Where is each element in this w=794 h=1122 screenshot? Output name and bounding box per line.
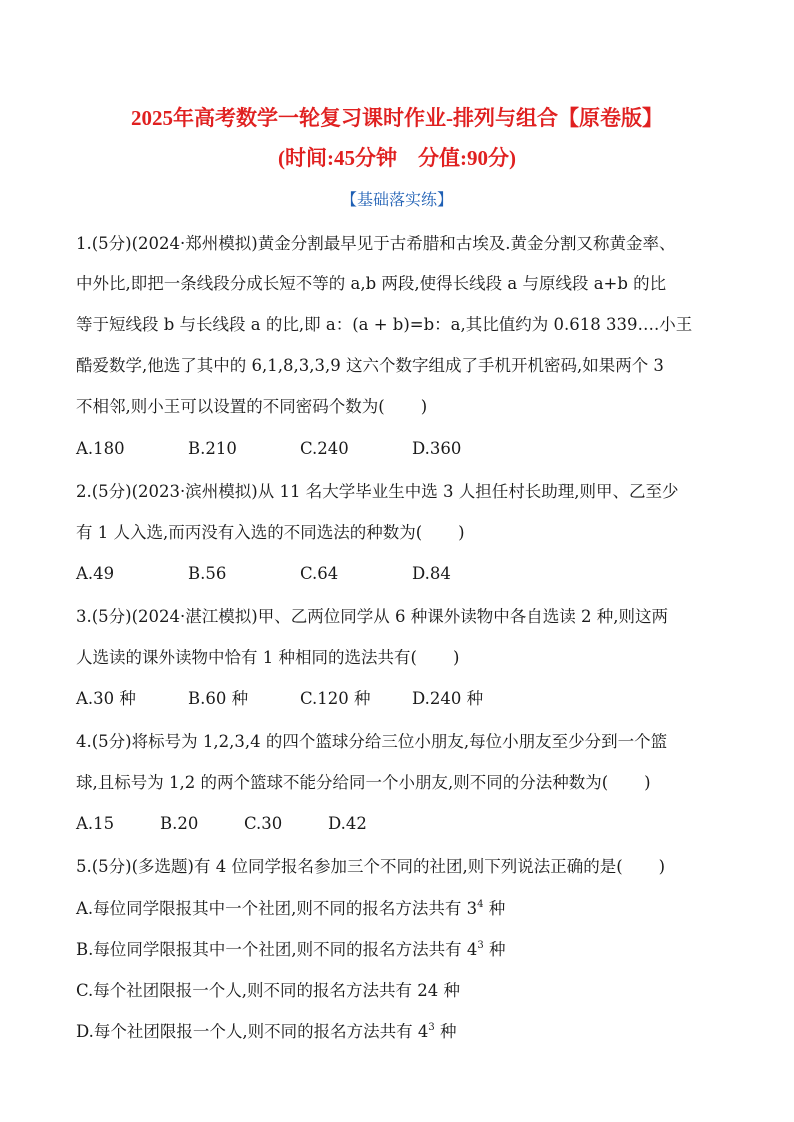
q3-option-b: B.60 种 <box>188 689 249 708</box>
q3-stem-close: ) <box>452 648 460 667</box>
page-subtitle: (时间:45分钟 分值:90分) <box>278 146 516 170</box>
q3-option-d: D.240 种 <box>412 689 484 708</box>
q4-option-c: C.30 <box>244 814 283 833</box>
q5-option-c: C.每个社团限报一个人,则不同的报名方法共有 24 种 <box>76 981 461 1000</box>
q3-line-2 <box>76 647 459 669</box>
section-label: 【基础落实练】 <box>340 190 453 209</box>
q2-line-1: 2.(5分)(2023·滨州模拟)从 11 名大学毕业生中选 3 人担任村长助理,则甲、乙至少 <box>76 482 679 501</box>
q3-options <box>76 688 716 710</box>
q4-stem-close: ) <box>644 773 651 792</box>
q2-options <box>76 563 716 585</box>
q4-stem-end: 球,且标号为 1,2 的两个篮球不能分给同一个小朋友,则不同的分法种数为( <box>76 773 609 792</box>
q5-option-a <box>76 898 505 920</box>
q2-stem-end: 有 1 人入选,而丙没有入选的不同选法的种数为( <box>76 523 423 542</box>
q5-stem-text: 5.(5分)(多选题)有 4 位同学报名参加三个不同的社团,则下列说法正确的是( <box>76 857 623 876</box>
q5-option-b-text: B.每位同学限报其中一个社团,则不同的报名方法共有 4 <box>76 940 478 959</box>
q4-option-a: A.15 <box>76 814 115 833</box>
q5-option-d-text: D.每个社团限报一个人,则不同的报名方法共有 4 <box>76 1022 429 1041</box>
q1-options <box>76 438 716 460</box>
q2-option-b: B.56 <box>188 564 227 583</box>
q1-option-b: B.210 <box>188 439 237 458</box>
q1-line-3: 等于短线段 b 与长线段 a 的比,即 a：(a + b)=b：a,其比值约为 0.618 339….小王 <box>76 315 693 334</box>
q3-line-1: 3.(5分)(2024·湛江模拟)甲、乙两位同学从 6 种课外读物中各自选读 2 种,则这两 <box>76 607 668 626</box>
q2-stem-close: ) <box>458 523 465 542</box>
q1-stem-close: ) <box>420 397 428 416</box>
q3-option-c: C.120 种 <box>300 689 371 708</box>
q5-stem <box>76 856 665 878</box>
q4-option-b: B.20 <box>160 814 199 833</box>
q1-line-2: 中外比,即把一条线段分成长短不等的 a,b 两段,使得长线段 a 与原线段 a+b 的比 <box>76 274 667 293</box>
q1-option-d: D.360 <box>412 439 462 458</box>
q5-option-d-exponent: 3 <box>428 1022 435 1033</box>
q1-stem-end: 不相邻,则小王可以设置的不同密码个数为( <box>76 397 385 416</box>
q4-line-2 <box>76 772 651 794</box>
q4-options <box>76 813 716 835</box>
q5-option-b-exponent: 3 <box>477 940 484 951</box>
q2-option-d: D.84 <box>412 564 451 583</box>
page-title: 2025年高考数学一轮复习课时作业-排列与组合【原卷版】 <box>131 106 663 130</box>
q2-option-a: A.49 <box>76 564 115 583</box>
q1-option-c: C.240 <box>300 439 349 458</box>
q5-option-a-text: A.每位同学限报其中一个社团,则不同的报名方法共有 3 <box>76 899 478 918</box>
q3-stem-end: 人选读的课外读物中恰有 1 种相同的选法共有( <box>76 648 417 667</box>
q4-option-d: D.42 <box>328 814 367 833</box>
q1-option-a: A.180 <box>76 439 125 458</box>
q5-option-a-exponent: 4 <box>477 899 484 910</box>
q5-option-b-unit: 种 <box>488 940 506 959</box>
q5-option-b <box>76 939 505 961</box>
q2-option-c: C.64 <box>300 564 339 583</box>
q3-option-a: A.30 种 <box>76 689 136 708</box>
q4-line-1: 4.(5分)将标号为 1,2,3,4 的四个篮球分给三位小朋友,每位小朋友至少分到一个篮 <box>76 732 668 751</box>
q5-option-d-unit: 种 <box>440 1022 457 1041</box>
q1-line-1: 1.(5分)(2024·郑州模拟)黄金分割最早见于古希腊和古埃及.黄金分割又称黄金率、 <box>76 234 676 253</box>
q5-stem-close: ) <box>658 857 666 876</box>
q5-option-d <box>76 1021 457 1043</box>
q1-line-5 <box>76 396 427 418</box>
q2-line-2 <box>76 522 465 544</box>
q1-line-4: 酷爱数学,他选了其中的 6,1,8,3,3,9 这六个数字组成了手机开机密码,如果两个 3 <box>76 356 664 375</box>
q5-option-a-unit: 种 <box>488 899 506 918</box>
